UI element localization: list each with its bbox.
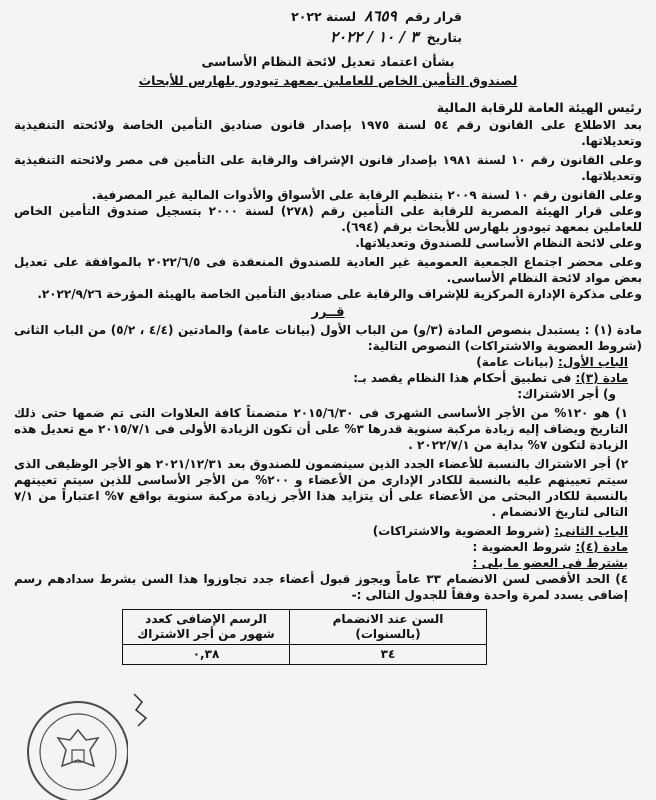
fee-column-header: الرسم الإضافى كعدد شهور من أجر الاشتراك — [123, 610, 290, 645]
chapter-2-title: (شروط العضوية والاشتراكات) — [372, 524, 551, 538]
article-3-label: مادة (٣): — [575, 371, 628, 385]
egypt-eagle-seal-icon — [18, 690, 128, 800]
handwritten-mark-icon — [128, 690, 158, 730]
chapter-1-label: الباب الأول: — [558, 355, 628, 369]
preamble-2: وعلى القانون رقم ١٠ لسنة ١٩٨١ بإصدار قانون الإشراف والرقابة على التأمين فى مصر ولائحته التنفيذية وتعديلاتها. — [14, 153, 643, 183]
chapter-1-title: (بيانات عامة) — [476, 355, 554, 369]
article-4-heading — [14, 539, 628, 555]
additional-fee-table — [122, 609, 487, 665]
article-1: مادة (١) : يستبدل بنصوص المادة (٣/و) من الباب الأول (بيانات عامة) والمادتين (٤/٤ ، ٥/٢) من الباب الثانى (شروط العضوية والاشتراكات) النصوص التالية: — [14, 323, 643, 353]
age-column-header: السن عند الانضمام (بالسنوات) — [290, 610, 487, 645]
preamble-5: وعلى لائحة النظام الأساسى للصندوق وتعديلاتها. — [355, 236, 642, 250]
decree-date: ٣ / ١٠ / ٢٠٢٢ — [329, 28, 419, 46]
article-4-label: مادة (٤): — [575, 540, 628, 554]
decree-number: ٨٦٥٩ — [364, 7, 397, 25]
age-cell: ٣٤ — [290, 645, 487, 665]
subject-line-1: بشأن اعتماد تعديل لائحة النظام الأساسى — [201, 54, 455, 69]
article-3-heading — [14, 370, 628, 386]
chapter-2-label: الباب الثانى: — [554, 524, 628, 538]
subclause-1: ١) هو ١٢٠% من الأجر الأساسى الشهرى فى ٢٠١٥/٦/٣٠ متضمناً كافة العلاوات التى تم ضمها حتى ذلك التاريخ ويضاف إليه زيادة مركبة سنوية قدرها ٣% على أن تكون الزيادة الأولى فى ٢٠١٥/٧/١ مع تعديل هذه الزيادة لتكون ٧% بداية من ٢٠٢٢/٧/١ . — [14, 406, 628, 452]
preamble-1: بعد الاطلاع على القانون رقم ٥٤ لسنة ١٩٧٥ بإصدار قانون صناديق التأمين الخاصة ولائحته التنفيذية وتعديلاتها. — [14, 118, 642, 148]
decree-date-line — [14, 27, 462, 48]
article-3-text: فى تطبيق أحكام هذا النظام يقصد بـ: — [353, 371, 572, 385]
subject-line-2: لصندوق التأمين الخاص للعاملين بمعهد تيودور بلهارس للأبحاث — [138, 73, 518, 88]
date-label: بتاريخ — [426, 30, 462, 45]
decision-title: قــرر — [311, 305, 345, 320]
decree-number-line — [14, 6, 462, 27]
table-row — [123, 645, 487, 665]
preamble-4: وعلى قرار الهيئة المصرية للرقابة على التأمين رقم (٢٧٨) لسنة ٢٠٠٠ بتسجيل صندوق التأمين الخاص للعاملين بمعهد تيودور بلهارس للأبحاث برقم (٦٩٤). — [14, 204, 643, 234]
fee-cell: ٠,٣٨ — [123, 645, 290, 665]
article-4-text: شروط العضوية : — [472, 540, 572, 554]
subclause-2: ٢) أجر الاشتراك بالنسبة للأعضاء الجدد الذين سينضمون للصندوق بعد ٢٠٢١/١٢/٣١ هو الأجر الوظيفى الذى سيتم تعيينهم عليه بالنسبة للكادر الإدارى من الأعضاء و ٢٠٠% من الأجر الأساسى للذين سيتم تعيينهم بالنسبة للكادر البحثى من الأعضاء على أن يتزايد هذا الأجر زيادة مركبة سنوية بواقع ٧% اعتباراً من ٧/١ التالى لتاريخ الانضمام . — [14, 457, 629, 519]
item-w: و) أجر الاشتراك: — [517, 387, 616, 401]
issuing-authority: رئيس الهيئة العامة للرقابة المالية — [436, 100, 642, 115]
table-header-row — [123, 610, 487, 645]
decree-label: قرار رقم — [405, 9, 462, 24]
chapter-1-heading — [14, 354, 628, 370]
decree-year: لسنة ٢٠٢٢ — [291, 9, 357, 24]
article-4-intro: يشترط فى العضو ما يلى : — [472, 556, 628, 570]
chapter-2-heading — [14, 523, 628, 539]
preamble-3: وعلى القانون رقم ١٠ لسنة ٢٠٠٩ بتنظيم الرقابة على الأسواق والأدوات المالية غير المصرفية. — [91, 188, 642, 202]
preamble-6: وعلى محضر اجتماع الجمعية العمومية غير العادية للصندوق المنعقدة فى ٢٠٢٢/٦/٥ بالموافقة على تعديل بعض مواد لائحة النظام الأساسى. — [14, 255, 642, 285]
preamble-7: وعلى مذكرة الإدارة المركزية للإشراف والرقابة على صناديق التأمين الخاصة بالهيئة المؤرخة ٢٠٢٢/٩/٢٦. — [37, 287, 642, 301]
clause-4: ٤) الحد الأقصى لسن الانضمام ٣٣ عاماً ويجوز قبول أعضاء جدد تجاوزوا هذا السن بشرط سدادهم رسم إضافى يسدد لمرة واحدة وفقاً للجدول التالى :- — [14, 572, 629, 602]
